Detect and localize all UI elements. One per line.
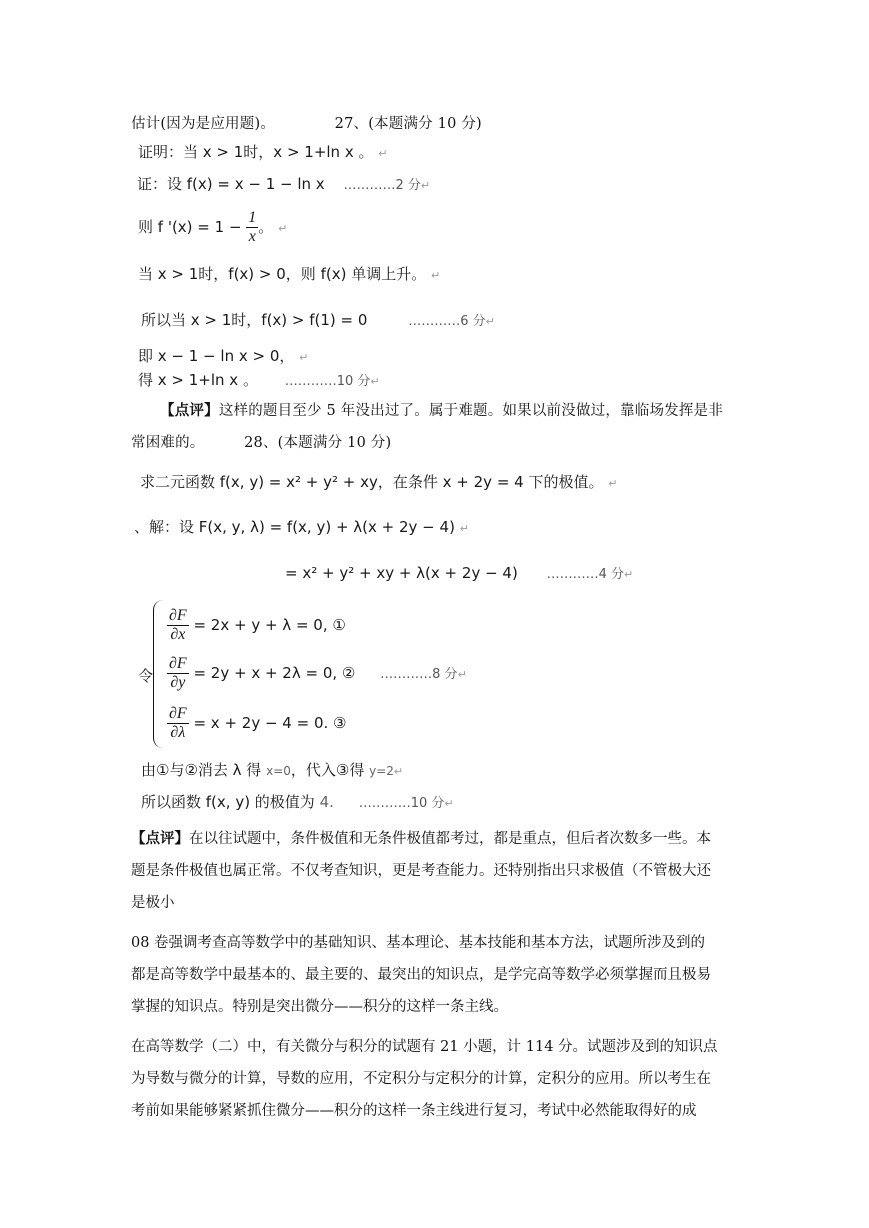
score-mark: …………10 分 [358,796,445,811]
question-27-heading: 27、(本题满分 10 分) [334,116,482,132]
q27-monotone: 当 x > 1时，f(x) > 0，则 f(x) 单调上升。 ↵ [138,265,441,283]
score-mark: …………6 分 [408,314,486,329]
equation-3: $\frac{\partial F}{\partial\lambda}$ = x + 2y − 4 = 0. ③ [169,705,347,741]
q28-statement: 求二元函数 f(x, y) = x² + y² + xy，在条件 x + 2y = 4 下的极值。 ↵ [140,473,618,491]
system-brace [153,600,164,748]
q28-solution: 、解：设 F(x, y, λ) = f(x, y) + λ(x + 2y − 4) ↵ [134,518,469,536]
question-28-heading: 28、(本题满分 10 分) [244,435,392,451]
score-mark: …………10 分 [284,374,371,389]
q28-eliminate: 由①与②消去 λ 得 x=0，代入③得 y=2↵ [141,761,404,779]
equation-1: $\frac{\partial F}{\partial x}$ = 2x + y + λ = 0, ① [169,607,346,643]
q27-derivative: 则 f '(x) = 1 − $\frac{1}{x}$ 。 ↵ [138,209,288,245]
q27-statement: 证明：当 x > 1时，x > 1+ln x 。 ↵ [138,143,388,161]
intro-text: 估计(因为是应用题)。 [131,116,276,132]
return-mark: ↵ [378,147,388,160]
ling-label: 令 [138,667,154,685]
comment-1-cont: 常困难的。 28、(本题满分 10 分) [131,435,392,451]
score-mark: …………8 分 [380,667,458,682]
equation-2: $\frac{\partial F}{\partial y}$ = 2y + x + 2λ = 0, ② …………8 分↵ [169,655,467,691]
q27-so: 所以当 x > 1时，f(x) > f(1) = 0 …………6 分↵ [141,311,495,329]
text-line [131,112,482,133]
paragraph-08: 08 卷强调考查高等数学中的基础知识、基本理论、基本技能和基本方法，试题所涉及到的 都是高等数学中最基本的、最主要的、最突出的知识点，是学完高等数学必须掌握而且极易 掌握的知识点。特别是突出微分——积分的这样一条主线。 [131,935,711,1015]
score-mark: …………4 分 [546,567,625,582]
q28-expand: = x² + y² + xy + λ(x + 2y − 4) …………4 分↵ [285,564,634,582]
comment-1: 【点评】这样的题目至少 5 年没出过了。属于难题。如果以前没做过，靠临场发挥是非 [160,402,723,419]
q27-proof-start: 证：设 f(x) = x − 1 − ln x …………2 分↵ [137,175,431,193]
score-mark: …………2 分 [343,178,421,193]
fraction: $\frac{1}{x}$ [248,209,257,245]
q27-ie: 即 x − 1 − ln x > 0， ↵ [138,347,309,365]
comment-2: 【点评】在以往试题中，条件极值和无条件极值都考过，都是重点，但后者次数多一些。本 题是条件极值也属正常。不仅考查知识，更是考查能力。还特别指出只求极值（不管极大还 是极小 [131,830,711,911]
paragraph-math2: 在高等数学（二）中，有关微分与积分的试题有 21 小题，计 114 分。试题涉及到的知识点 为导数与微分的计算，导数的应用，不定积分与定积分的计算，定积分的应用。所以考生在 考前如果能够紧紧抓住微分——积分的这样一条主线进行复习，考试中必然能取得好的成 [131,1039,718,1119]
q27-get: 得 x > 1+ln x 。 …………10 分↵ [138,371,380,389]
q28-result: 所以函数 f(x, y) 的极值为 4. …………10 分↵ [141,793,454,811]
